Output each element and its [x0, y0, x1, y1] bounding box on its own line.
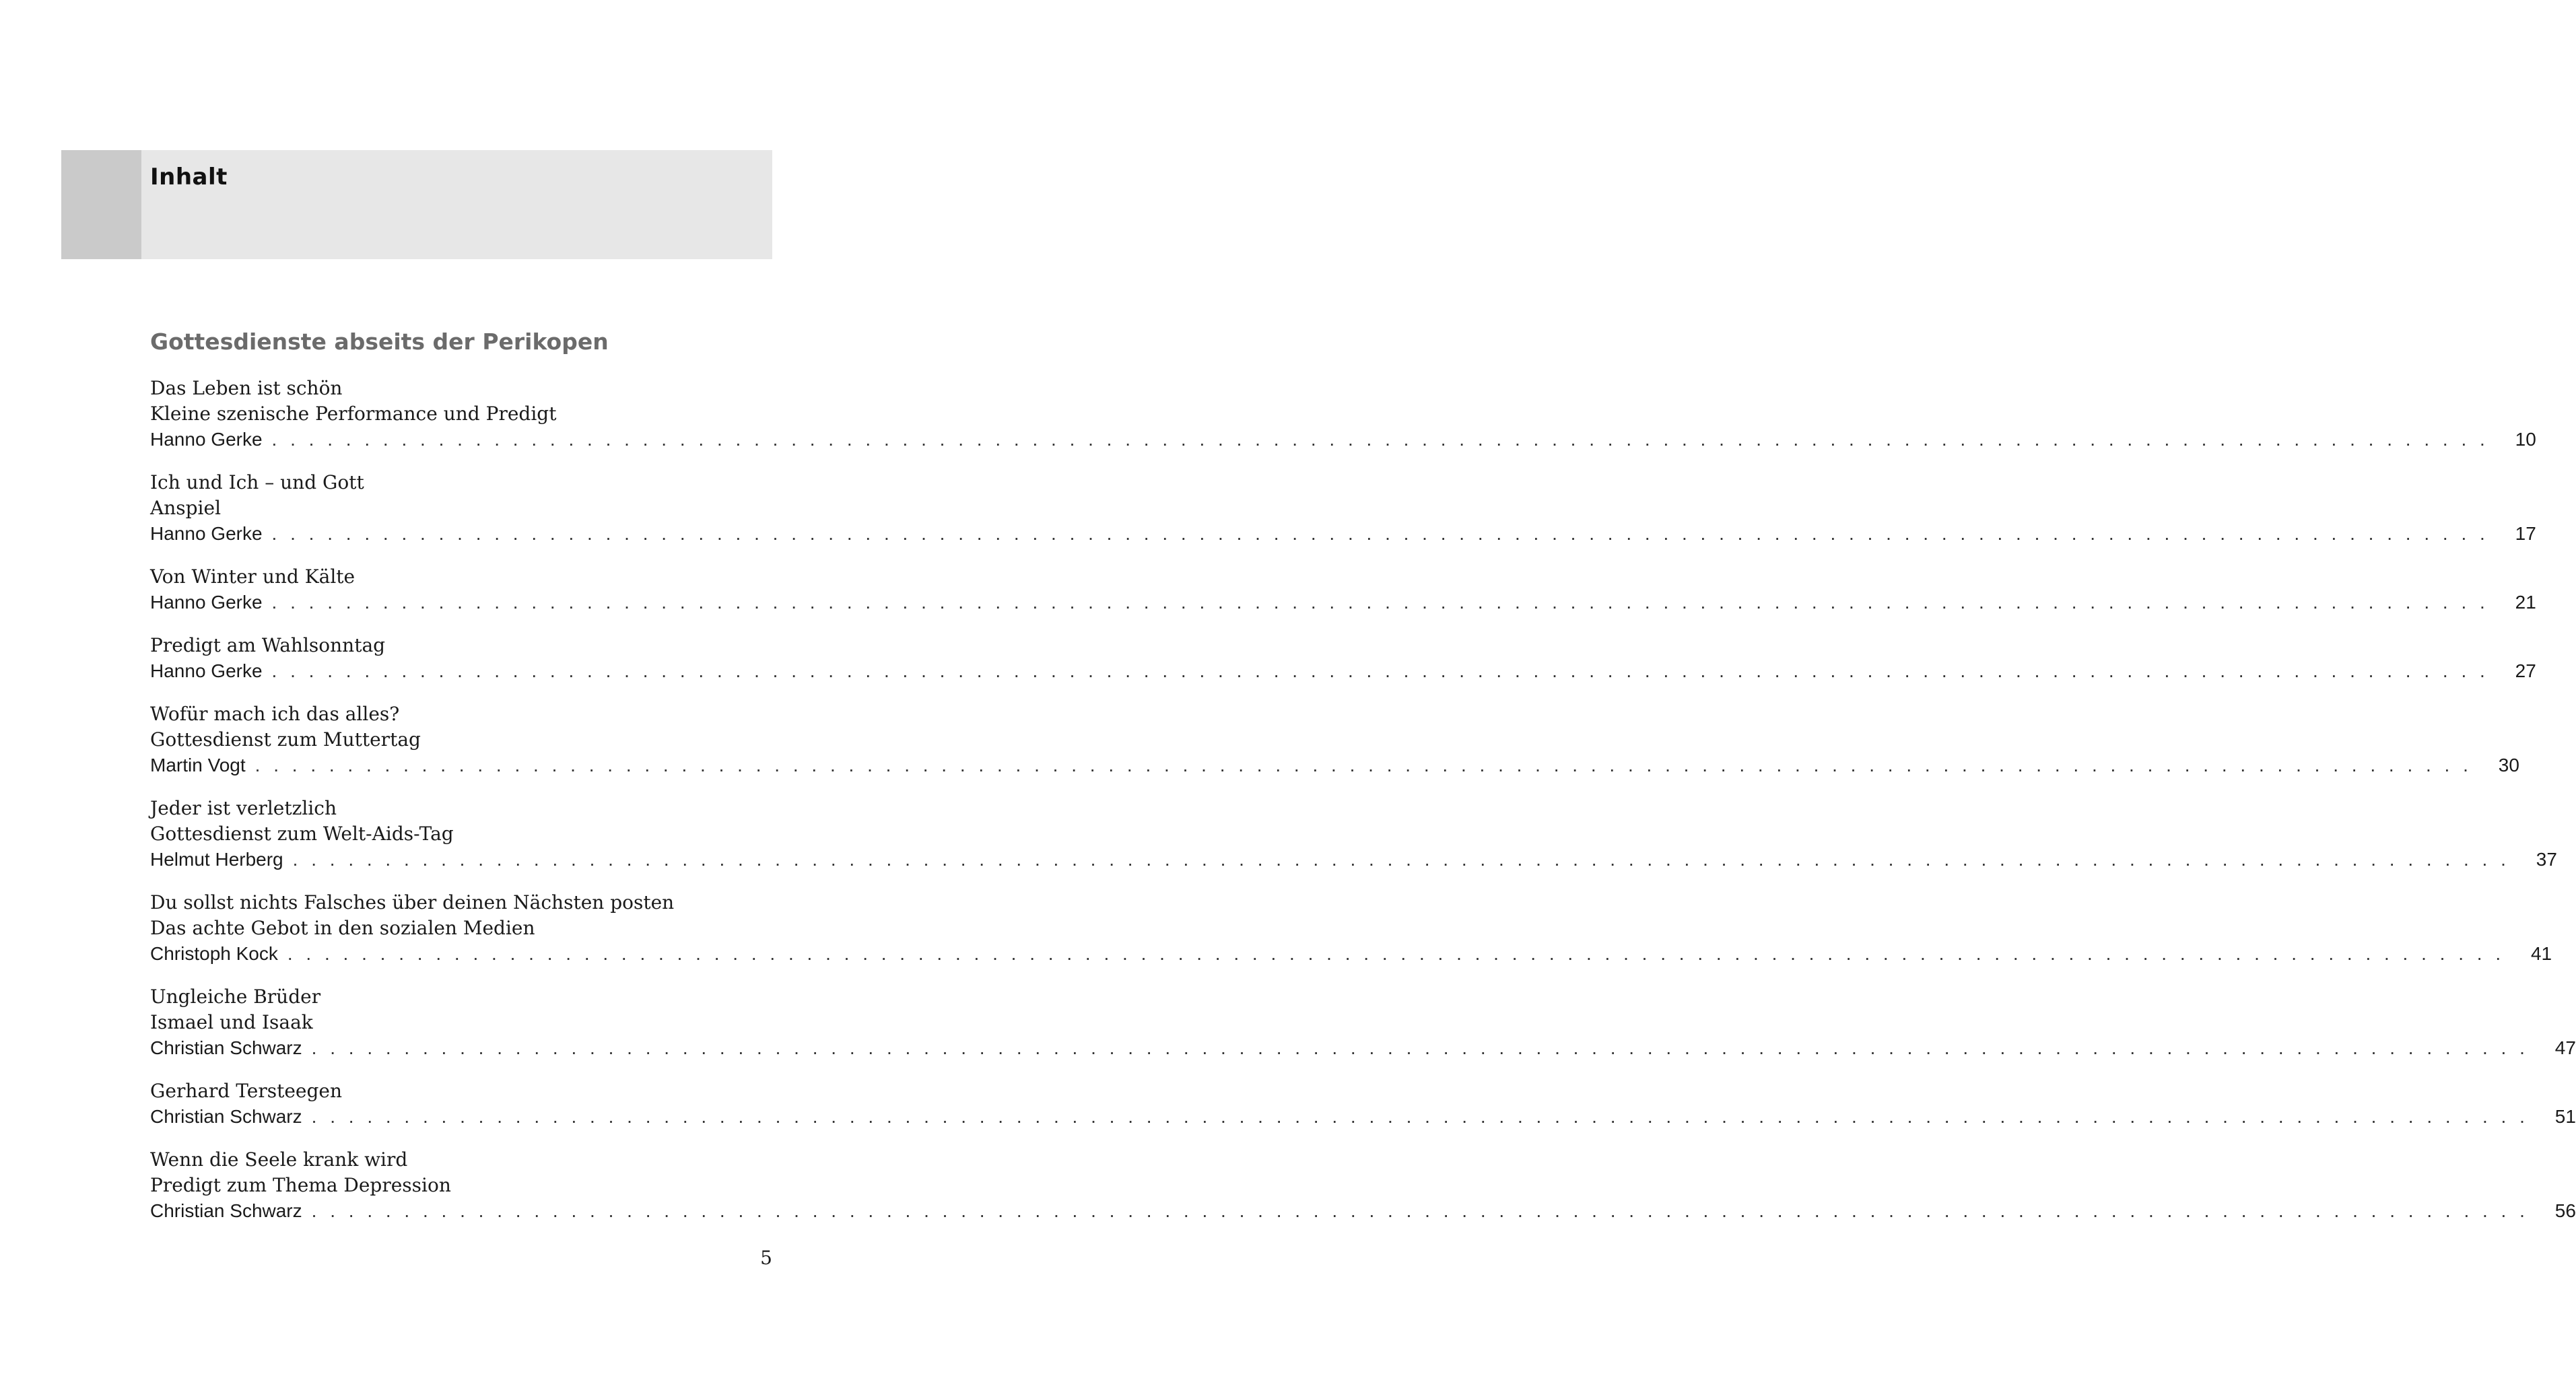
entry-author: Hanno Gerke — [150, 429, 263, 450]
toc-entry — [150, 890, 2552, 967]
entry-author-line — [150, 941, 2552, 967]
dot-leader: . . . . . . . . . . . . . . . . . . . . . . . . . . . . . . . . . . . . . . . . . . . . . . . . . . . . . . . . . . . . . . . . . . . . . . . . . . . . . . . . . . . . . . . . . . . . . . . . . . . . . . . . . . . . . . . . . . . . . . . . — [311, 1106, 2529, 1127]
dot-leader: . . . . . . . . . . . . . . . . . . . . . . . . . . . . . . . . . . . . . . . . . . . . . . . . . . . . . . . . . . . . . . . . . . . . . . . . . . . . . . . . . . . . . . . . . . . . . . . . . . . . . . . . . . . . . . . . . . . . . . . . — [271, 429, 2489, 450]
entry-title: Das Leben ist schön — [150, 377, 343, 399]
entry-author: Hanno Gerke — [150, 592, 263, 613]
dot-leader: . . . . . . . . . . . . . . . . . . . . . . . . . . . . . . . . . . . . . . . . . . . . . . . . . . . . . . . . . . . . . . . . . . . . . . . . . . . . . . . . . . . . . . . . . . . . . . . . . . . . . . . . . . . . . . . . . . . . . . . . — [311, 1037, 2529, 1058]
entry-author: Christian Schwarz — [150, 1037, 302, 1058]
toc-entry — [150, 564, 2536, 615]
entry-subtitle: Gottesdienst zum Muttertag — [150, 728, 421, 751]
header-tab-block — [61, 150, 141, 259]
dot-leader: . . . . . . . . . . . . . . . . . . . . . . . . . . . . . . . . . . . . . . . . . . . . . . . . . . . . . . . . . . . . . . . . . . . . . . . . . . . . . . . . . . . . . . . . . . . . . . . . . . . . . . . . . . . . . . . . . . . . . . . . — [287, 943, 2505, 964]
dot-leader: . . . . . . . . . . . . . . . . . . . . . . . . . . . . . . . . . . . . . . . . . . . . . . . . . . . . . . . . . . . . . . . . . . . . . . . . . . . . . . . . . . . . . . . . . . . . . . . . . . . . . . . . . . . . . . . . . . . . . . . . — [271, 592, 2489, 613]
entry-author-line — [150, 658, 2536, 684]
dot-leader: . . . . . . . . . . . . . . . . . . . . . . . . . . . . . . . . . . . . . . . . . . . . . . . . . . . . . . . . . . . . . . . . . . . . . . . . . . . . . . . . . . . . . . . . . . . . . . . . . . . . . . . . . . . . . . . . . . . . . . . . — [271, 523, 2489, 544]
entry-title: Gerhard Tersteegen — [150, 1080, 343, 1102]
entry-subtitle: Gottesdienst zum Welt-Aids-Tag — [150, 823, 454, 845]
dot-leader: . . . . . . . . . . . . . . . . . . . . . . . . . . . . . . . . . . . . . . . . . . . . . . . . . . . . . . . . . . . . . . . . . . . . . . . . . . . . . . . . . . . . . . . . . . . . . . . . . . . . . . . . . . . . . . . . . . . . . . . . — [271, 660, 2489, 681]
entry-author-line — [150, 1035, 2576, 1061]
table-of-contents — [150, 376, 2576, 1241]
entry-page-number: 41 — [2530, 943, 2552, 964]
entry-page-number: 37 — [2536, 849, 2557, 870]
entry-author: Christian Schwarz — [150, 1200, 302, 1221]
toc-entry — [150, 633, 2536, 684]
toc-entry — [150, 796, 2557, 872]
entry-author-line — [150, 847, 2557, 872]
section-title: Gottesdienste abseits der Perikopen — [150, 329, 609, 355]
toc-entry — [150, 984, 2576, 1061]
entry-title: Jeder ist verletzlich — [150, 797, 337, 819]
entry-title: Von Winter und Kälte — [150, 565, 355, 588]
entry-author: Christian Schwarz — [150, 1106, 302, 1127]
entry-subtitle: Anspiel — [150, 497, 222, 519]
entry-subtitle: Ismael und Isaak — [150, 1011, 313, 1033]
entry-page-number: 10 — [2515, 429, 2536, 450]
toc-entry — [150, 1078, 2576, 1130]
entry-title: Wenn die Seele krank wird — [150, 1148, 408, 1171]
entry-page-number: 47 — [2554, 1037, 2576, 1058]
dot-leader: . . . . . . . . . . . . . . . . . . . . . . . . . . . . . . . . . . . . . . . . . . . . . . . . . . . . . . . . . . . . . . . . . . . . . . . . . . . . . . . . . . . . . . . . . . . . . . . . . . . . . . . . . . . . . . . . . . . . . . . . — [311, 1200, 2529, 1221]
entry-subtitle: Das achte Gebot in den sozialen Medien — [150, 917, 535, 939]
chapter-header-band — [61, 150, 772, 259]
entry-page-number: 17 — [2515, 523, 2536, 544]
toc-entry — [150, 470, 2536, 547]
entry-title: Predigt am Wahlsonntag — [150, 634, 386, 656]
entry-page-number: 56 — [2554, 1200, 2576, 1221]
entry-title: Wofür mach ich das alles? — [150, 703, 400, 725]
toc-entry — [150, 1147, 2576, 1224]
entry-author-line — [150, 521, 2536, 547]
entry-author-line — [150, 1198, 2576, 1224]
entry-author: Christoph Kock — [150, 943, 278, 964]
toc-entry — [150, 376, 2536, 452]
entry-author-line — [150, 427, 2536, 452]
dot-leader: . . . . . . . . . . . . . . . . . . . . . . . . . . . . . . . . . . . . . . . . . . . . . . . . . . . . . . . . . . . . . . . . . . . . . . . . . . . . . . . . . . . . . . . . . . . . . . . . . . . . . . . . . . . . . . . . . . . . . . . . — [292, 849, 2510, 870]
entry-subtitle: Kleine szenische Performance und Predigt — [150, 403, 557, 425]
entry-page-number: 21 — [2515, 592, 2536, 613]
entry-author-line — [150, 590, 2536, 615]
page-title: Inhalt — [150, 164, 228, 191]
entry-author-line — [150, 753, 2519, 778]
entry-page-number: 30 — [2498, 755, 2519, 775]
entry-author: Helmut Herberg — [150, 849, 283, 870]
toc-entry — [150, 701, 2519, 778]
page-number: 5 — [760, 1247, 772, 1269]
entry-title: Ich und Ich – und Gott — [150, 471, 364, 493]
entry-title: Ungleiche Brüder — [150, 986, 321, 1008]
entry-page-number: 51 — [2554, 1106, 2576, 1127]
entry-author-line — [150, 1104, 2576, 1130]
entry-author: Hanno Gerke — [150, 660, 263, 681]
entry-author: Hanno Gerke — [150, 523, 263, 544]
dot-leader: . . . . . . . . . . . . . . . . . . . . . . . . . . . . . . . . . . . . . . . . . . . . . . . . . . . . . . . . . . . . . . . . . . . . . . . . . . . . . . . . . . . . . . . . . . . . . . . . . . . . . . . . . . . . . . . . . . . . . . . . — [255, 755, 2472, 775]
entry-author: Martin Vogt — [150, 755, 246, 775]
entry-subtitle: Predigt zum Thema Depression — [150, 1174, 451, 1196]
entry-page-number: 27 — [2515, 660, 2536, 681]
entry-title: Du sollst nichts Falsches über deinen Nächsten posten — [150, 891, 675, 913]
